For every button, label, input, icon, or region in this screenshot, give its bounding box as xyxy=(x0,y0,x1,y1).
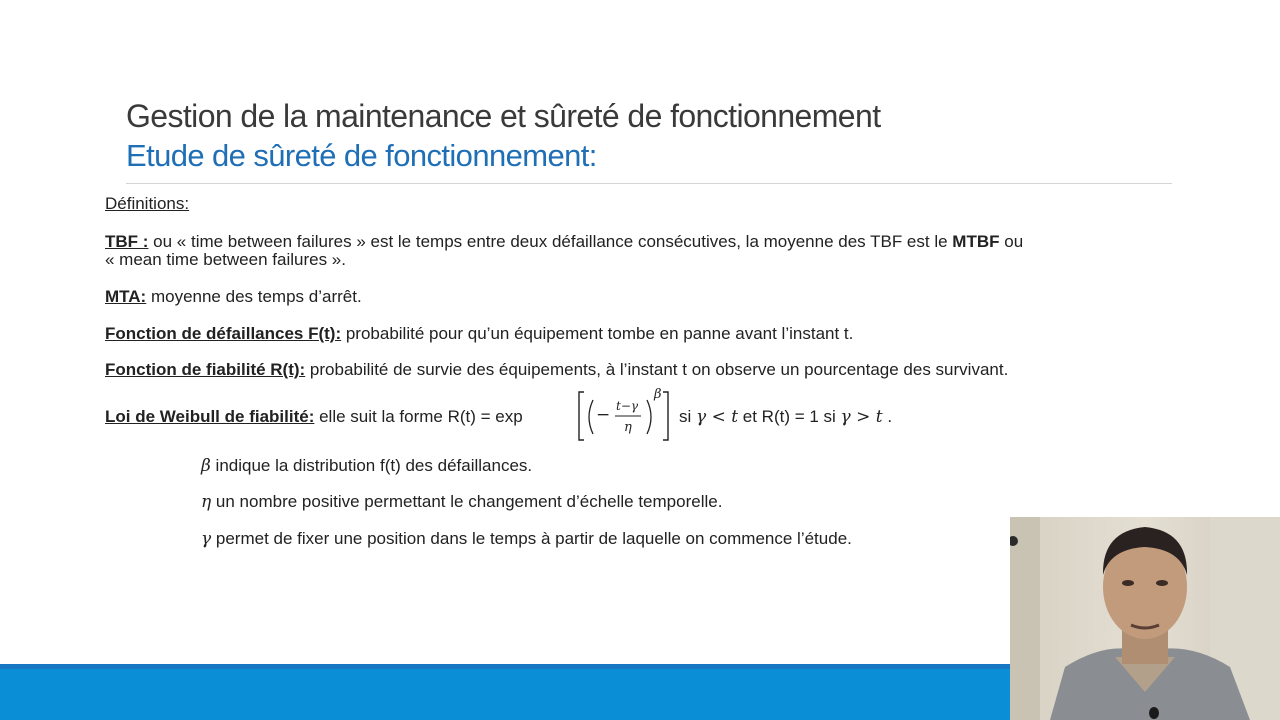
footer-bar-accent xyxy=(0,664,1010,669)
beta-symbol: β xyxy=(201,456,211,476)
condition-1: γ < t xyxy=(696,407,739,427)
tbf-definition-cont: « mean time between failures ». xyxy=(105,250,346,269)
param-eta: η un nombre positive permettant le changement d’échelle temporelle. xyxy=(201,492,723,512)
definitions-heading: Définitions: xyxy=(105,194,190,213)
param-beta: β indique la distribution f(t) des défaillances. xyxy=(201,456,533,476)
param-gamma: γ permet de fixer une position dans le temps à partir de laquelle on commence l’étude. xyxy=(201,529,852,549)
weibull-formula xyxy=(577,388,669,442)
formula-numerator: t−γ xyxy=(616,399,639,413)
condition-2: γ > t xyxy=(840,407,883,427)
rt-definition: Fonction de fiabilité R(t): probabilité de survie des équipements, à l’instant t on observe un pourcentage des survivant. xyxy=(105,360,1009,379)
webcam-overlay xyxy=(1010,517,1280,720)
mta-term: MTA: xyxy=(105,287,147,306)
formula-exponent: β xyxy=(654,387,662,402)
title-divider xyxy=(126,183,1172,184)
slide-title: Gestion de la maintenance et sûreté de fonctionnement xyxy=(126,98,881,134)
eta-symbol: η xyxy=(201,492,212,512)
formula-minus: − xyxy=(596,405,611,425)
footer-bar xyxy=(0,664,1010,720)
rt-term: Fonction de fiabilité R(t): xyxy=(105,360,306,379)
gamma-symbol: γ xyxy=(201,529,212,549)
tbf-definition: TBF : ou « time between failures » est le temps entre deux défaillance consécutives, la moyenne des TBF est le MTBF ou xyxy=(105,232,1024,251)
ft-term: Fonction de défaillances F(t): xyxy=(105,324,342,343)
mta-definition: MTA: moyenne des temps d’arrêt. xyxy=(105,287,362,306)
tbf-term: TBF : xyxy=(105,232,149,251)
ft-definition: Fonction de défaillances F(t): probabilité pour qu’un équipement tombe en panne avant l’instant t. xyxy=(105,324,854,343)
weibull-term: Loi de Weibull de fiabilité: xyxy=(105,407,315,426)
mtbf-term: MTBF xyxy=(952,232,1000,251)
formula-denominator: η xyxy=(624,420,632,435)
slide-subtitle: Etude de sûreté de fonctionnement: xyxy=(126,138,597,173)
slide: Gestion de la maintenance et sûreté de fonctionnement Etude de sûreté de fonctionnement: Définitions: TBF : ou « time between failures » est le temps entre deux défaillance consécutives, la moyenne des TBF est le MTBF ou « mean time between failures ». MTA: moyenne des temps d’arrêt. Fonction de défaillances F(t): probabilité pour qu’un équipement tombe en panne avant l’instant t. Fonction de fiabilité R(t): probabilité de survie des équipements, à l’instant t on observe un pourcentage des survivant. Loi de Weibull de fiabilité: elle suit la forme R(t) = exp − t−γ η β si γ < t et R(t) = 1 si γ > t . β indique la distribution f(t) des défaillances. η un nombre positive permettant le changement d’échelle temporelle. γ permet de fixer une position dans le temps à partir de laquelle on commence l’étude. xyxy=(0,0,1280,720)
presenter-video xyxy=(1010,517,1280,720)
